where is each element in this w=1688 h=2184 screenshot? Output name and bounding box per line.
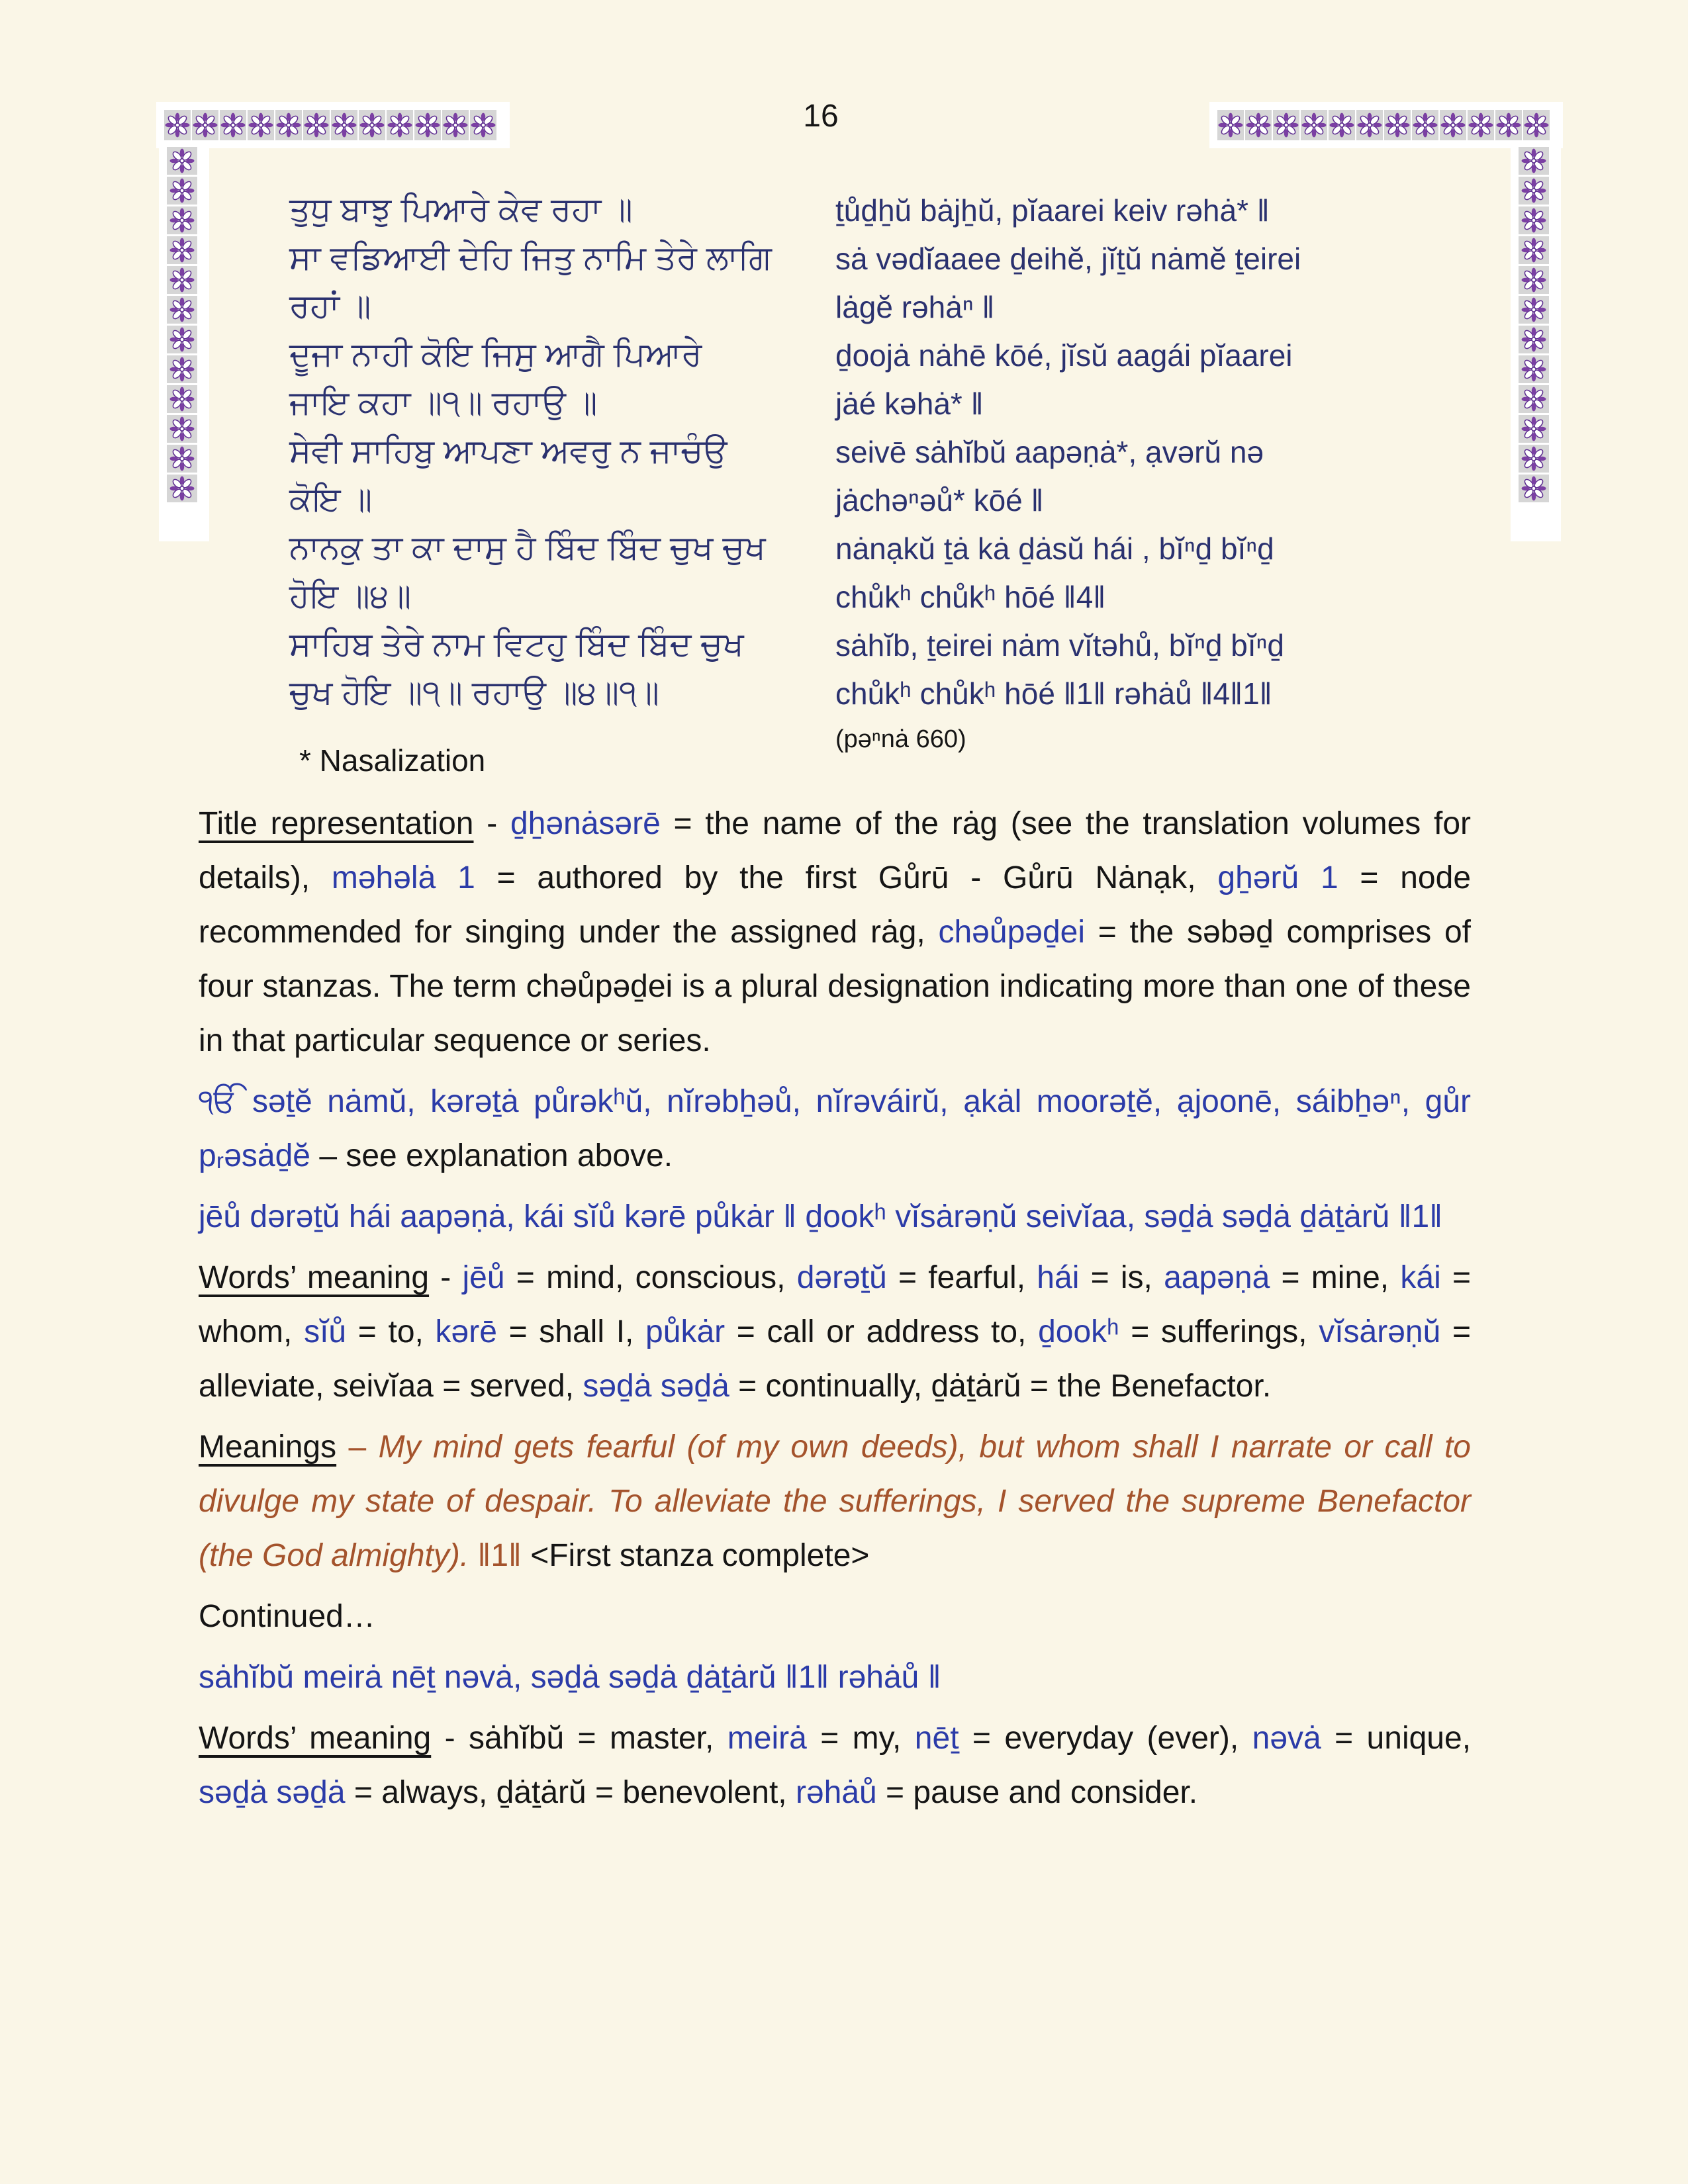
page-number: 16	[803, 99, 839, 134]
gurmukhi-verse-line: ਨਾਨਕੁ ਤਾ ਕਾ ਦਾਸੁ ਹੈ ਬਿੰਦ ਬਿੰਦ ਚੁਖ ਚੁਖ	[289, 529, 766, 566]
text-run: půkȧr	[645, 1314, 726, 1349]
text-run: jēů	[462, 1260, 505, 1295]
text-run: ‖1‖	[469, 1538, 531, 1573]
transliteration-verse-line: jȧé kəhȧ* ‖	[835, 387, 984, 421]
paragraph-title-representation	[199, 797, 1471, 1068]
text-run: səḏȧ səḏȧ	[583, 1369, 729, 1404]
gurmukhi-verse-line: ਦੂਜਾ ਨਾਹੀ ਕੋਇ ਜਿਸੁ ਆਗੈ ਪਿਆਰੇ	[289, 336, 702, 373]
text-run: nēṯ	[914, 1721, 959, 1756]
transliteration-lines	[835, 187, 1511, 718]
text-run: – see explanation above.	[310, 1138, 673, 1173]
text-run: sĭů	[304, 1314, 347, 1349]
flower-icon	[167, 147, 197, 175]
gurmukhi-verse-line: ਸੇਵੀ ਸਾਹਿਬੁ ਆਪਣਾ ਅਵਰੁ ਨ ਜਾਚੰਉ	[289, 432, 727, 469]
flower-icon	[167, 266, 197, 294]
nasalization-note: * Nasalization	[299, 743, 486, 778]
text-run: nəvȧ	[1252, 1721, 1321, 1756]
panna-reference: (pəⁿnȧ 660)	[835, 725, 966, 753]
gurmukhi-verse-line: ਤੁਧੁ ਬਾਝੁ ਪਿਆਰੇ ਕੇਵ ਰਹਾ ॥	[289, 191, 633, 228]
flower-icon	[1519, 475, 1549, 502]
flower-icon	[167, 475, 197, 502]
text-run: = mine,	[1270, 1260, 1401, 1295]
transliteration-verse-column	[835, 187, 1511, 760]
transliteration-verse-line: ḏoojȧ nȧhē kōé, jĭsŭ aagái pĭaarei	[835, 338, 1293, 373]
text-run: = always, ḏȧṯȧrŭ = benevolent,	[345, 1775, 796, 1810]
text-run: vĭsȧrəṇŭ	[1319, 1314, 1441, 1349]
flower-icon	[167, 206, 197, 234]
flower-icon	[1519, 236, 1549, 264]
flower-icon	[167, 326, 197, 353]
flower-icon	[167, 415, 197, 443]
text-run: chəůpəḏei	[938, 915, 1086, 950]
text-run: -	[429, 1260, 463, 1295]
text-run: = node recommended for singing under the assigned rȧg,	[199, 860, 1472, 950]
gurmukhi-verse-line: ਕੋਇ ॥	[289, 480, 373, 518]
text-run: kái	[1400, 1260, 1441, 1295]
text-run: = unique,	[1321, 1721, 1472, 1756]
text-run: -	[473, 806, 510, 841]
transliteration-verse-line: chůkʰ chůkʰ hōé ‖4‖	[835, 580, 1106, 614]
text-run: = sufferings,	[1119, 1314, 1319, 1349]
flower-icon	[1519, 177, 1549, 205]
text-run: = everyday (ever),	[959, 1721, 1252, 1756]
gurmukhi-verse-line: ਹੋਇ ॥੪॥	[289, 577, 412, 614]
paragraph-mool-mantar	[199, 1075, 1471, 1183]
text-run: My mind gets fearful (of my own deeds), but whom shall I narrate or call to divulge my state of despair. To alleviate the sufferings, I served the supreme Benefactor (the God almighty).	[199, 1430, 1471, 1573]
transliteration-verse-line: sȧ vədĭaaee ḏeihĕ, jĭṯŭ nȧmĕ ṯeirei	[835, 242, 1301, 276]
text-run: = the səbəḏ comprises of four stanzas. The term chəůpəḏei is a plural designation indicating more than one of these in that particular sequence or series.	[199, 915, 1472, 1058]
paragraph-words-meaning-1	[199, 1251, 1471, 1414]
text-run: jēů dərəṯŭ hái aapəṇȧ, kái sĭů kərē půkȧr ‖ ḏookʰ vĭsȧrəṇŭ seivĭaa, səḏȧ səḏȧ ḏȧṯȧrŭ ‖1‖	[199, 1199, 1443, 1234]
flower-icon	[167, 355, 197, 383]
transliteration-verse-line: ṯůḏẖŭ bȧjẖŭ, pĭaarei keiv rəhȧ* ‖	[835, 193, 1270, 228]
text-run: = to,	[346, 1314, 436, 1349]
text-run: aapəṇȧ	[1164, 1260, 1270, 1295]
text-run: Words’ meaning	[199, 1721, 432, 1756]
gurmukhi-verse-line: ਸਾ ਵਡਿਆਈ ਦੇਹਿ ਜਿਤੁ ਨਾਮਿ ਤੇਰੇ ਲਾਗਿ	[289, 239, 772, 276]
text-run: ੴ səṯĕ nȧmŭ, kərəṯȧ půrəkʰŭ, nĭrəbẖəů, nĭrəváirŭ, ạkȧl moorəṯĕ, ạjoonē, sáibẖəⁿ, gůr pᵣəsȧḏĕ	[199, 1084, 1471, 1173]
transliteration-verse-line: lȧgĕ rəhȧⁿ ‖	[835, 290, 995, 324]
text-run: ḏẖənȧsərē	[510, 806, 661, 841]
text-run: hái	[1037, 1260, 1080, 1295]
text-run: –	[336, 1430, 379, 1465]
flower-icon	[1519, 445, 1549, 473]
decorative-border-right	[1519, 147, 1549, 502]
text-run: = fearful,	[886, 1260, 1037, 1295]
transliteration-verse-line: nȧnạkŭ ṯȧ kȧ ḏȧsŭ hái , bĭⁿḏ bĭⁿḏ	[835, 531, 1274, 566]
text-run: = mind, conscious,	[504, 1260, 797, 1295]
text-run: Continued…	[199, 1599, 375, 1634]
flower-icon	[1519, 266, 1549, 294]
flower-icon	[167, 385, 197, 413]
text-run: meirȧ	[727, 1721, 807, 1756]
text-run: = the name of the rȧg (see the translation volumes for details),	[199, 806, 1472, 895]
text-run: ḏookʰ	[1038, 1314, 1119, 1349]
gurmukhi-verse-line: ਚੁਖ ਹੋਇ ॥੧॥ ਰਹਾਉ ॥੪॥੧॥	[289, 674, 659, 711]
transliteration-verse-line: sȧhĭb, ṯeirei nȧm vĭtəhů, bĭⁿḏ bĭⁿḏ	[835, 628, 1284, 662]
flower-icon	[1519, 206, 1549, 234]
flower-icon	[167, 236, 197, 264]
text-run: <First stanza complete>	[530, 1538, 870, 1573]
flower-icon	[1519, 147, 1549, 175]
text-run: = my,	[806, 1721, 915, 1756]
text-run: = is,	[1079, 1260, 1164, 1295]
gurmukhi-verse-line: ਰਹਾਂ ॥	[289, 287, 371, 324]
flower-icon	[167, 177, 197, 205]
text-run: = whom,	[199, 1260, 1471, 1349]
paragraph-meanings	[199, 1420, 1471, 1583]
paragraph-stanza-transliteration	[199, 1190, 1471, 1244]
flower-icon	[1519, 385, 1549, 413]
text-run: səḏȧ səḏȧ	[199, 1775, 346, 1810]
flower-icon	[1519, 415, 1549, 443]
gurmukhi-verse-line: ਸਾਹਿਬ ਤੇਰੇ ਨਾਮ ਵਿਟਹੁ ਬਿੰਦ ਬਿੰਦ ਚੁਖ	[289, 625, 744, 662]
text-run: Title representation	[199, 806, 474, 841]
text-run: - sȧhĭbŭ = master,	[431, 1721, 727, 1756]
decorative-border-left	[167, 147, 197, 502]
text-run: dərəṯŭ	[796, 1260, 887, 1295]
text-run: sȧhĭbŭ meirȧ nēṯ nəvȧ, səḏȧ səḏȧ ḏȧṯȧrŭ ‖1‖ rəhȧů ‖	[199, 1660, 941, 1695]
paragraph-continued	[199, 1590, 1471, 1644]
paragraph-rahau-line	[199, 1651, 1471, 1705]
transliteration-verse-line: seivē sȧhĭbŭ aapəṇȧ*, ạvərŭ nə	[835, 435, 1264, 469]
text-run: məhəlȧ 1	[331, 860, 475, 895]
gurmukhi-verse-column	[289, 185, 806, 717]
gurmukhi-verse-line: ਜਾਇ ਕਹਾ ॥੧॥ ਰਹਾਉ ॥	[289, 384, 598, 421]
commentary-body	[199, 797, 1471, 1827]
text-run: = call or address to,	[725, 1314, 1039, 1349]
text-run: = authored by the first Gůrū - Gůrū Nȧnạk,	[475, 860, 1218, 895]
text-run: rəhȧů	[795, 1775, 877, 1810]
text-run: gẖərŭ 1	[1217, 860, 1338, 895]
flower-icon	[167, 296, 197, 324]
text-run: = pause and consider.	[876, 1775, 1198, 1810]
text-run: Meanings	[199, 1430, 337, 1465]
text-run: = alleviate, seivĭaa = served,	[199, 1314, 1472, 1404]
flower-icon	[1519, 296, 1549, 324]
text-run: kərē	[435, 1314, 497, 1349]
text-run: = shall I,	[496, 1314, 646, 1349]
flower-icon	[1519, 326, 1549, 353]
paragraph-words-meaning-2	[199, 1711, 1471, 1820]
flower-icon	[1519, 355, 1549, 383]
text-run: = continually, ḏȧṯȧrŭ = the Benefactor.	[729, 1369, 1272, 1404]
transliteration-verse-line: chůkʰ chůkʰ hōé ‖1‖ rəhȧů ‖4‖1‖	[835, 676, 1272, 711]
text-run: Words’ meaning	[199, 1260, 430, 1295]
flower-icon	[167, 445, 197, 473]
transliteration-verse-line: jȧchəⁿəů* kōé ‖	[835, 483, 1044, 518]
